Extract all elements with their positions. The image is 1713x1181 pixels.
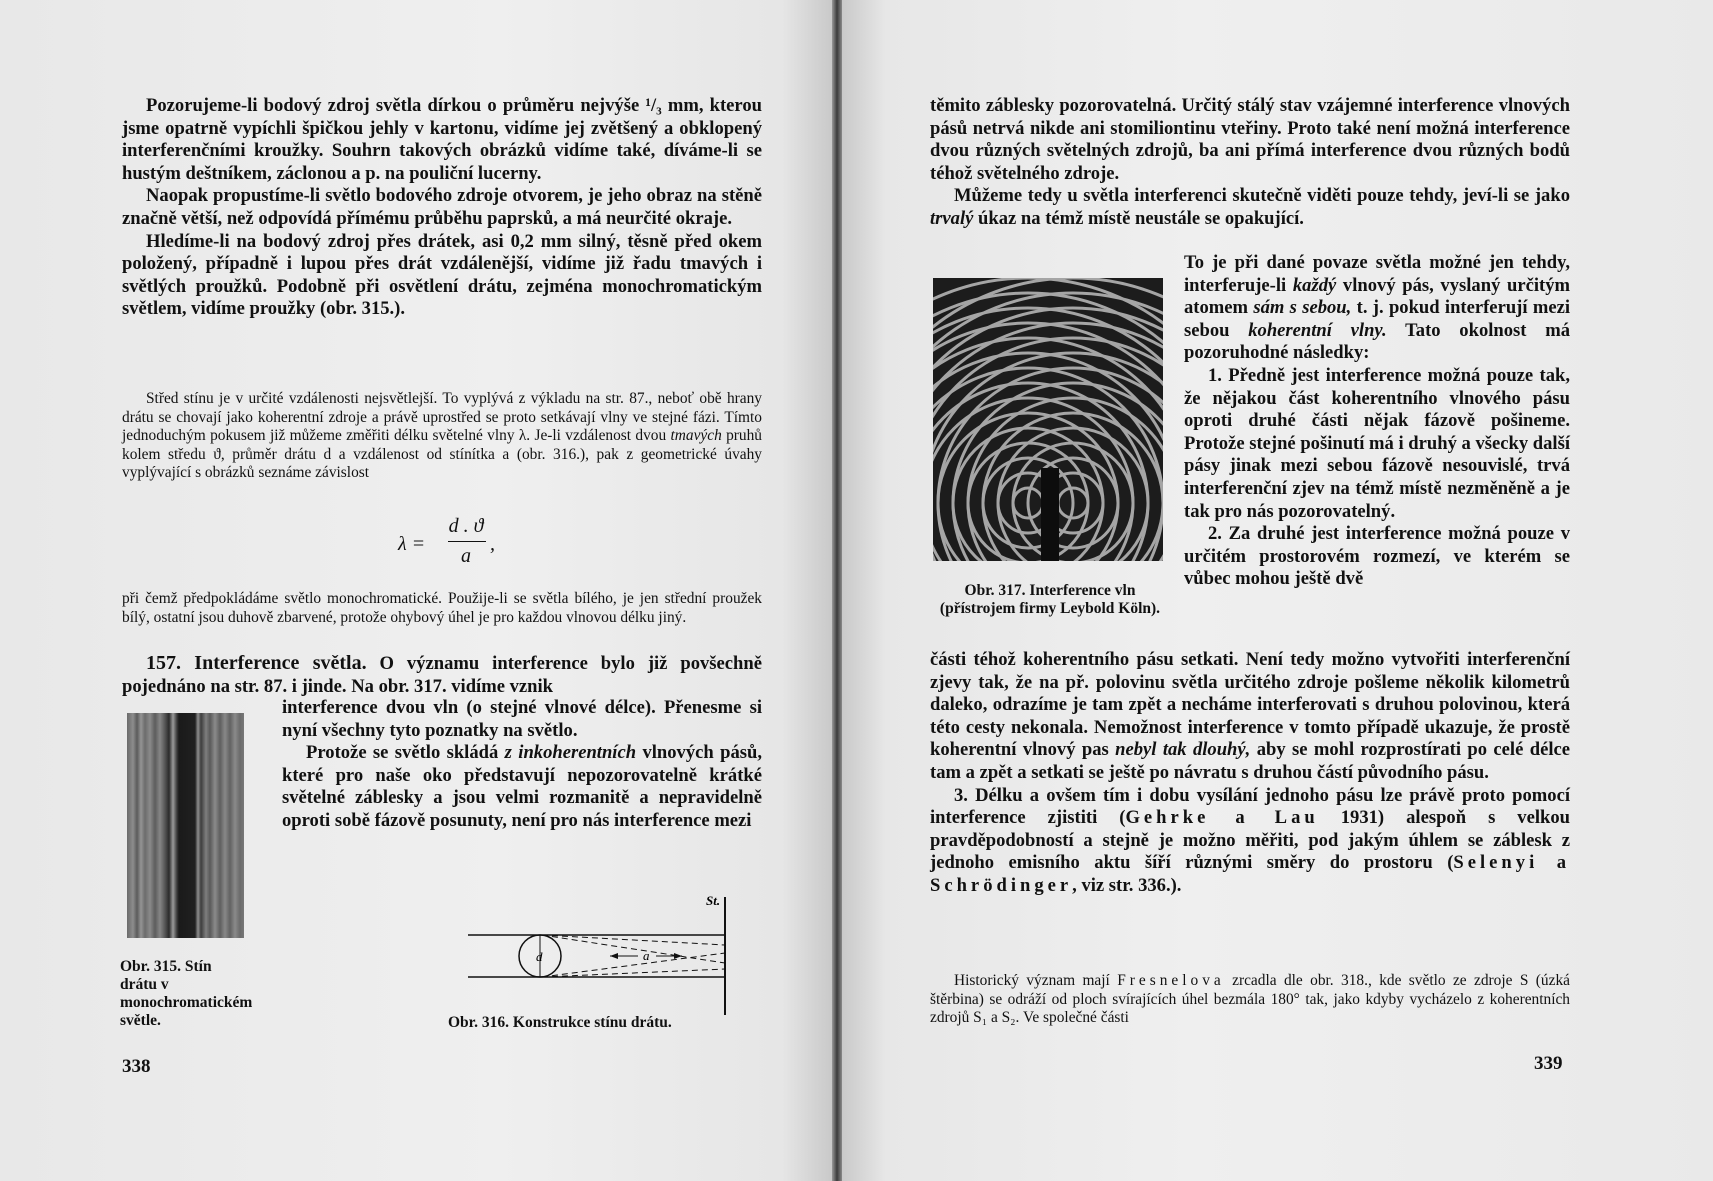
book-gutter	[832, 0, 842, 1181]
small-print-note	[122, 390, 762, 483]
paragraph: To je při dané povaze světla možné jen tehdy, interferuje-li každý vlnový pás, vyslaný určitým atomem sám s sebou, t. j. pokud interferují mezi sebou koherentní vlny. Tato okolnost má pozoruhodné následky:	[1184, 252, 1571, 364]
page-number-right: 339	[1534, 1053, 1563, 1074]
section-157	[122, 652, 762, 698]
section-heading: 157. Interference světla.	[146, 652, 367, 674]
right-lower-text	[930, 649, 1570, 898]
paragraph: 3. Délku a ovšem tím i dobu vysílání jednoho pásu lze právě proto pomocí interference zjistiti (Gehrke a Lau 1931) alespoň s velkou pravděpodobností a stejně je možno měřiti, pod jakým úhlem se záblesk z jednoho emisního aktu šíří různými směry do prostoru (Selenyi a Schrödinger, viz str. 336.).	[930, 784, 1571, 896]
paragraph: 2. Za druhé jest interference možná pouze v určitém prostorovém rozmezí, ve kterém se vůbec mohou ještě dvě	[1184, 523, 1570, 590]
formula-lambda	[398, 515, 558, 575]
figure-315-image	[127, 713, 244, 938]
paragraph: části téhož koherentního pásu setkati. Není tedy možno vytvořiti interferenční zjevy tak, že na př. polovinu světla určitého zdroje pošleme několik kilometrů daleko, odrazíme je tam zpět a necháme interferovati s druhou polovinou, která této cesty nekonala. Nemožnost interference v tomto případě ukazuje, že prostě koherentní vlnový pas nebyl tak dlouhý, aby se mohl rozprostírati po celé délce tam a zpět a setkati se ještě po návratu s druhou částí původního pásu.	[930, 649, 1570, 783]
paragraph: interference dvou vln (o stejné vlnové délce). Přenesme si nyní všechny tyto poznatky na světlo.	[282, 697, 762, 741]
small-print-note-right	[930, 972, 1570, 1028]
right-main-text	[930, 95, 1570, 231]
left-column-text	[282, 697, 762, 833]
paragraph: Hledíme-li na bodový zdroj přes drátek, asi 0,2 mm silný, těsně před okem položený, případně i lupou přes drát vzdálenější, vidíme již řadu tmavých i světlých proužků. Podobně při osvětlení drátu, zejména monochromatickým světlem, vidíme proužky (obr. 315.).	[122, 230, 762, 320]
paragraph: Pozorujeme-li bodový zdroj světla dírkou o průměru nejvýše ¹/₃ mm, kterou jsme opatrně vypíchli špičkou jehly v kartonu, vidíme jej zvětšený a obklopený interferenčními kroužky. Souhrn takových obrázků vidíme také, díváme-li se hustým deštníkem, záclonou a p. na pouliční lucerny.	[122, 95, 762, 184]
figure-317-image	[933, 278, 1163, 561]
paragraph: Protože se světlo skládá z inkoherentních vlnových pásů, které pro naše oko představují nepozorovatelně krátké světelné záblesky a jsou velmi rozmanitě a nepravidelně oproti sobě fázově posunuty, není pro nás interference mezi	[282, 742, 762, 831]
formula-lhs: λ =	[398, 533, 426, 555]
formula-comma: ,	[490, 533, 495, 555]
page-number-left: 338	[122, 1056, 151, 1077]
caption-317: Obr. 317. Interference vln (přístrojem firmy Leybold Köln).	[939, 582, 1161, 617]
paragraph: Můžeme tedy u světla interferenci skutečně viděti pouze tehdy, jeví-li se jako trvalý úkaz na témž místě neustále se opakující.	[930, 185, 1570, 229]
label-st: St.	[706, 893, 721, 908]
small-print-note-2	[122, 590, 762, 627]
paragraph: při čemž předpokládáme světlo monochromatické. Použije-li se světla bílého, je jen střední proužek bílý, ostatní jsou duhově zbarvené, protože ohybový úhel je pro každou vlnovou délku jiný.	[122, 590, 762, 626]
left-page	[0, 0, 832, 1181]
fraction-bar	[448, 541, 486, 542]
paragraph: Naopak propustíme-li světlo bodového zdroje otvorem, je jeho obraz na stěně značně větší, než odpovídá přímému průběhu paprsků, a má neurčité okraje.	[122, 185, 762, 229]
right-column-text	[1184, 252, 1570, 591]
formula-numerator: d . ϑ	[448, 515, 484, 537]
right-page	[842, 0, 1713, 1181]
label-d: d	[536, 949, 543, 964]
paragraph: Historický význam mají Fresnelova zrcadla dle obr. 318., kde světlo ze zdroje S (úzká štěrbina) se odráží od ploch svírajících úhel bezmála 180° tak, jako kdyby vycházelo z koherentních zdrojů S₁ a S₂. Ve společné části	[930, 972, 1570, 1027]
caption-315: Obr. 315. Stín drátu v monochromatickém světle.	[120, 958, 253, 1029]
left-main-text	[122, 95, 762, 321]
formula-denominator: a	[461, 545, 471, 567]
paragraph: Střed stínu je v určité vzdálenosti nejsvětlejší. To vyplývá z výkladu na str. 87., neboť obě hrany drátu se chovají jako koherentní zdroje a právě uprostřed se proto setkávají vlny ve stejné fázi. Tímto jednoduchým pokusem již můžeme změřiti délku světelné vlny λ. Je-li vzdálenost dvou tmavých pruhů kolem středu ϑ, průměr drátu d a vzdálenost od stínítka a (obr. 316.), pak z geometrické úvahy vyplývající s obrázků seznáme závislost	[122, 390, 762, 482]
caption-316: Obr. 316. Konstrukce stínu drátu.	[448, 1014, 672, 1031]
paragraph: 157. Interference světla. O významu interference bylo již povšechně pojednáno na str. 87. i jinde. Na obr. 317. vidíme vznik	[122, 652, 762, 697]
paragraph: 1. Předně jest interference možná pouze tak, že nějakou část koherentního vlnového pásu oproti druhé části nějak fázově pošineme. Protože stejné pošinutí má i druhý a všecky další pásy jinak mezi sebou fázově nesouvislé, trvá interferenční zjev na témž místě nezměněně a je tak pro nás pozorovatelný.	[1184, 364, 1571, 522]
label-a: a	[643, 948, 650, 963]
figure-316-diagram	[460, 885, 760, 1020]
paragraph: těmito záblesky pozorovatelná. Určitý stálý stav vzájemné interference vlnových pásů netrvá nikde ani stomiliontinu vteřiny. Proto také není možná interference dvou různých světelných zdrojů, ba ani přímá interference dvou různých bodů téhož světelného zdroje.	[930, 95, 1570, 184]
